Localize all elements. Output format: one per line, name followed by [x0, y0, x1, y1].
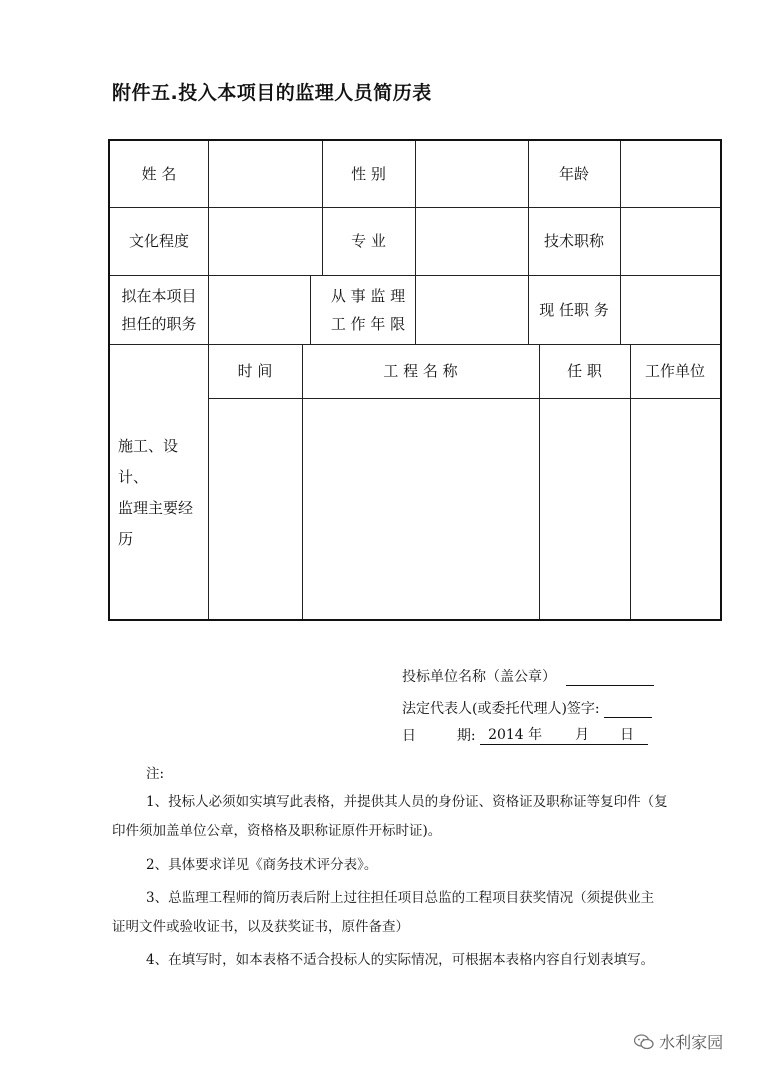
label-proposed-role — [110, 275, 208, 344]
rep-blank — [604, 703, 652, 718]
note-3-line1: 3、总监理工程师的简历表后附上过往担任项目总监的工程项目获奖情况（须提供业主 — [146, 890, 655, 906]
watermark-text: 水利家园 — [659, 1033, 724, 1052]
signature-company — [402, 666, 654, 686]
date-month: 月 — [575, 727, 590, 743]
signature-rep — [402, 698, 652, 718]
label-title: 技术职称 — [543, 232, 604, 250]
wechat-icon — [634, 1034, 654, 1050]
header-role: 任 职 — [567, 362, 602, 380]
label-supervision-years — [320, 275, 416, 344]
label-experience-line2: 监理主要经 — [118, 499, 194, 517]
label-supervision-years-line1: 从 事 监 理 — [330, 286, 406, 305]
label-experience — [118, 431, 206, 551]
col-divider — [620, 141, 621, 344]
date-line — [480, 724, 648, 745]
header-project-name: 工 程 名 称 — [383, 362, 458, 380]
col-divider — [310, 275, 311, 344]
header-work-unit: 工作单位 — [644, 362, 705, 380]
note-1-line2: 印件须加盖单位公章，资格格及职称证原件开标时证)。 — [112, 823, 442, 839]
label-name: 姓 名 — [141, 165, 177, 183]
label-current-position: 现 任职 务 — [539, 300, 609, 319]
signature-date — [402, 724, 648, 745]
date-label-b: 期: — [456, 728, 476, 744]
header-time: 时 间 — [237, 362, 273, 380]
row-divider — [208, 398, 720, 399]
label-supervision-years-line2: 工 作 年 限 — [330, 314, 406, 333]
label-age: 年龄 — [558, 165, 589, 183]
col-divider — [415, 141, 416, 275]
label-proposed-role-line1: 拟在本项目 — [121, 286, 197, 305]
signature-company-label: 投标单位名称（盖公章） — [402, 669, 556, 685]
date-year: 2014 年 — [488, 727, 543, 743]
note-2: 2、具体要求详见《商务技术评分表》。 — [146, 857, 378, 873]
label-experience-line3: 历 — [118, 530, 134, 548]
col-divider — [208, 141, 209, 344]
document-title: 附件五.投入本项目的监理人员简历表 — [112, 82, 432, 104]
date-label-a: 日 — [402, 728, 416, 744]
label-experience-line1: 施工、设计、 — [118, 437, 179, 486]
date-day: 日 — [619, 727, 634, 743]
resume-table — [108, 139, 722, 621]
note-4: 4、在填写时，如本表格不适合投标人的实际情况，可根据本表格内容自行划表填写。 — [146, 952, 655, 968]
note-1-line1: 1、投标人必须如实填写此表格，并提供其人员的身份证、资格证及职称证等复印件（复 — [146, 794, 668, 810]
label-major: 专 业 — [351, 232, 386, 250]
signature-rep-label: 法定代表人(或委托代理人)签字: — [402, 701, 600, 717]
watermark — [634, 1030, 723, 1053]
label-education: 文化程度 — [128, 232, 189, 250]
notes-heading: 注: — [146, 766, 165, 782]
label-gender: 性 别 — [351, 165, 386, 183]
company-blank — [566, 671, 654, 686]
note-3-line2: 证明文件或验收证书，以及获奖证书，原件备查） — [112, 919, 409, 935]
label-proposed-role-line2: 担任的职务 — [121, 314, 197, 333]
